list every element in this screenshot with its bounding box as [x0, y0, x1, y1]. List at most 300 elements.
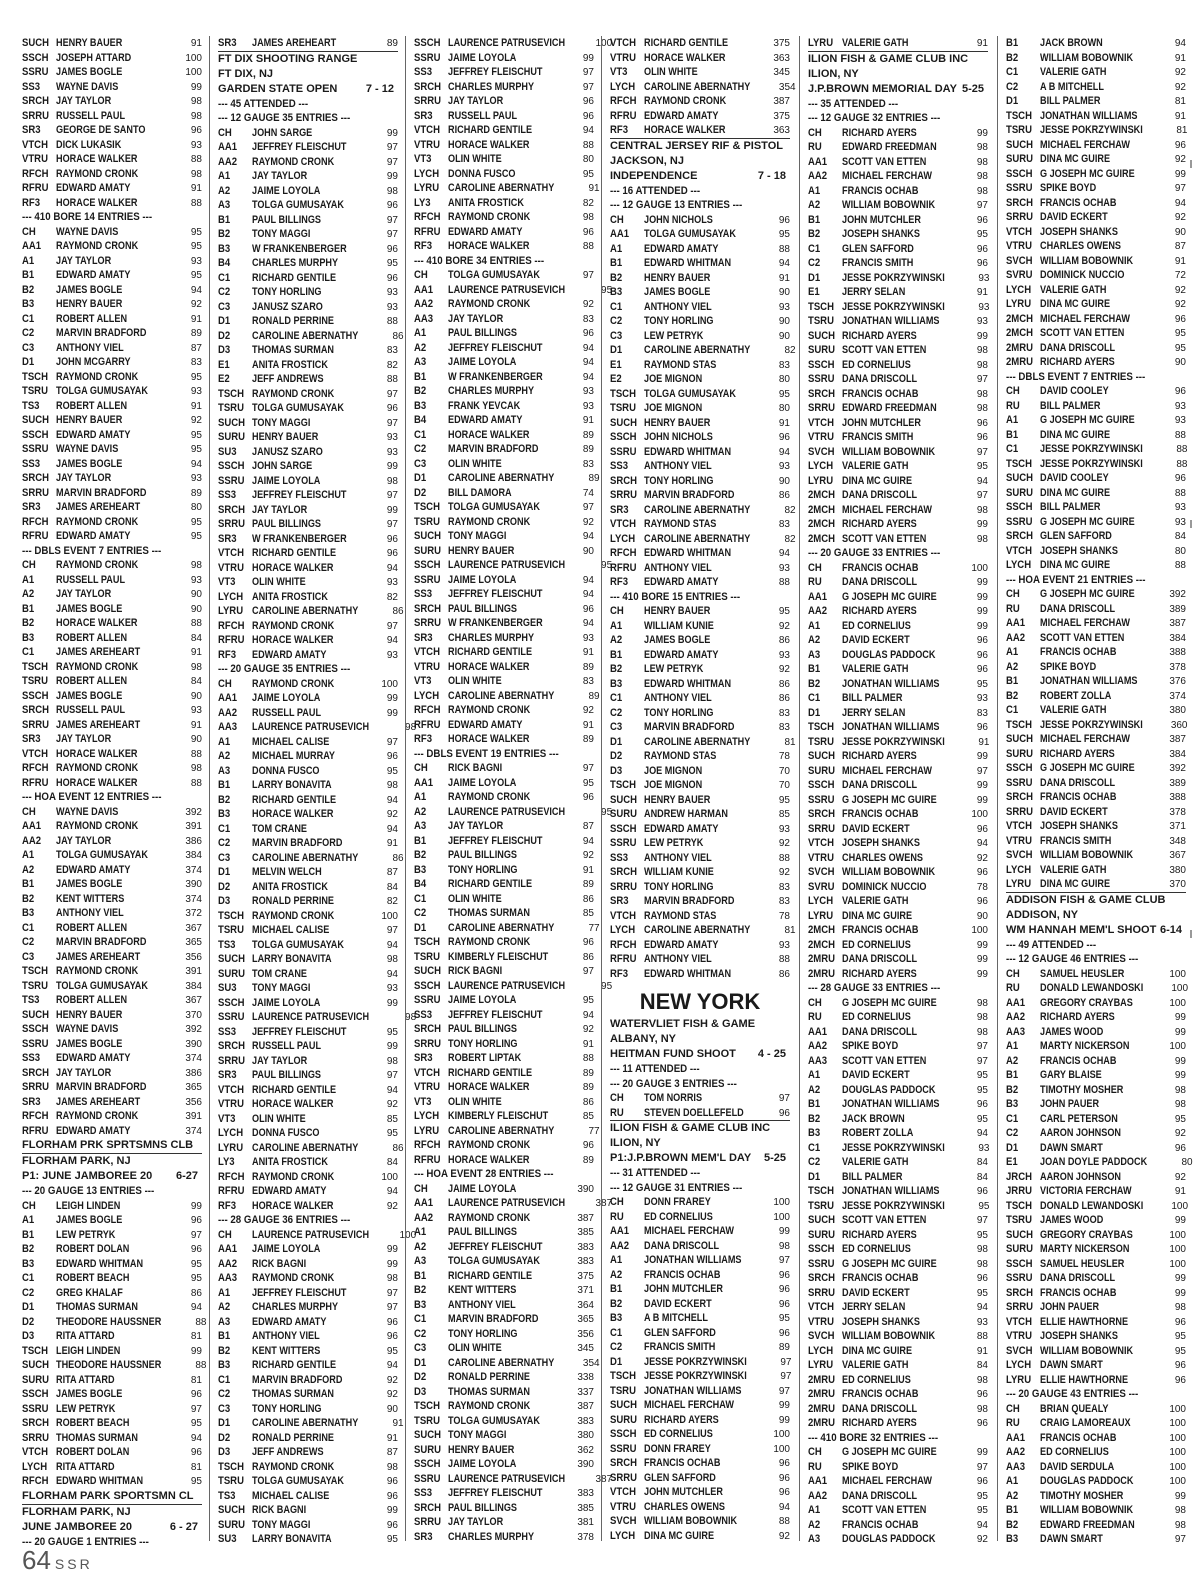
- event-code: AA2: [218, 155, 238, 168]
- shooter-name: MICHAEL CALISE: [252, 735, 330, 748]
- score: 96: [582, 937, 594, 948]
- event-code: SR3: [414, 1530, 433, 1543]
- shooter-name: FRANCIS OCHAB: [842, 808, 919, 820]
- result-row: [218, 169, 398, 184]
- score: 92: [778, 620, 790, 632]
- event-code: LYRU: [1006, 878, 1032, 890]
- result-row: [22, 341, 202, 356]
- event-code: TSRU: [808, 735, 834, 748]
- shooter-name: RAYMOND CRONK: [56, 370, 139, 383]
- score: 93: [978, 301, 990, 313]
- event-code: JRRU: [1006, 1185, 1032, 1197]
- page-footer: [22, 1545, 93, 1576]
- event-code: SUCH: [414, 965, 442, 977]
- result-row: [22, 1080, 202, 1095]
- shooter-name: RAYMOND CRONK: [56, 515, 139, 528]
- event-code: RFRU: [414, 225, 441, 238]
- result-row: [22, 428, 202, 443]
- score: 99: [976, 751, 988, 762]
- result-row: [414, 1051, 594, 1066]
- score: 96: [386, 533, 398, 545]
- score: 94: [976, 838, 988, 849]
- result-row: [414, 486, 594, 501]
- event-code: A2: [808, 1083, 821, 1096]
- result-row: [22, 1416, 202, 1431]
- shooter-name: HORACE WALKER: [448, 1081, 530, 1093]
- score: 370: [185, 1009, 202, 1021]
- event-code: VTCH: [808, 837, 834, 849]
- score: 384: [185, 980, 202, 992]
- result-row: [808, 155, 988, 170]
- score: 97: [1174, 183, 1186, 194]
- score: 86: [778, 678, 790, 690]
- score: 388: [1169, 647, 1186, 658]
- score: 96: [582, 328, 594, 339]
- event-code: TSCH: [218, 909, 244, 922]
- score: 372: [185, 908, 202, 919]
- event-code: SRRU: [22, 1081, 50, 1093]
- result-row: [414, 703, 594, 718]
- event-code: 2MCH: [808, 938, 836, 951]
- result-row: [22, 732, 202, 747]
- score: 100: [1169, 1229, 1186, 1241]
- shooter-name: RONALD PERRINE: [252, 315, 335, 327]
- event-code: SURU: [1006, 486, 1034, 499]
- result-row: [1006, 529, 1186, 544]
- event-code: E1: [1006, 1156, 1018, 1168]
- shooter-name: DINA MC GUIRE: [1040, 486, 1111, 499]
- shooter-name: TOLGA GUMUSAYAK: [252, 199, 344, 211]
- event-code: SRCH: [610, 1457, 638, 1469]
- score: 88: [1176, 444, 1188, 455]
- result-row: [1006, 1039, 1186, 1054]
- event-code: SRCH: [808, 1272, 836, 1284]
- event-code: SVCH: [610, 1515, 637, 1527]
- event-code: SURU: [218, 431, 246, 443]
- shooter-name: WILLIAM BOBOWNIK: [1040, 849, 1134, 861]
- score: 78: [778, 751, 790, 762]
- event-code: SUCH: [22, 1359, 50, 1371]
- event-code: A2: [1006, 660, 1019, 673]
- result-row: [218, 604, 404, 619]
- result-row: [808, 256, 988, 271]
- result-row: [610, 285, 790, 300]
- results-column: [808, 36, 990, 1545]
- event-code: B2: [808, 677, 821, 690]
- result-row: [414, 283, 613, 298]
- event-code: C1: [808, 1141, 821, 1154]
- event-code: SS3: [414, 66, 433, 78]
- shooter-name: HORACE WALKER: [56, 153, 138, 165]
- shooter-name: DONNA FUSCO: [448, 167, 516, 180]
- shooter-name: TOM CRANE: [252, 822, 308, 835]
- event-code: SVCH: [1006, 849, 1033, 861]
- shooter-name: JAMES BOGLE: [56, 283, 123, 296]
- event-code: RFRU: [610, 109, 637, 122]
- score: 378: [577, 1531, 594, 1543]
- result-row: [1006, 80, 1186, 95]
- score: 91: [190, 400, 202, 412]
- event-code: TSCH: [22, 370, 48, 383]
- result-row: [808, 184, 988, 199]
- event-code: D3: [218, 1446, 231, 1458]
- event-code: RFRU: [22, 530, 49, 542]
- event-code: SSCH: [414, 37, 441, 49]
- shooter-name: SCOTT VAN ETTEN: [842, 344, 927, 356]
- event-code: RFCH: [218, 619, 245, 632]
- result-row: [218, 1257, 398, 1272]
- result-row: [1006, 297, 1186, 312]
- event-code: 2MRU: [1006, 356, 1034, 368]
- result-row: [1006, 834, 1186, 849]
- score: 96: [976, 722, 988, 733]
- result-row: [610, 213, 790, 228]
- shooter-name: JOSEPH SHANKS: [1040, 225, 1118, 238]
- score: 96: [582, 1140, 594, 1151]
- score: 100: [1169, 1461, 1186, 1473]
- shooter-name: BILL DAMORA: [448, 486, 512, 499]
- score: 93: [386, 446, 398, 458]
- result-row: [808, 1358, 988, 1373]
- event-code: C3: [22, 341, 35, 354]
- result-row: [218, 996, 398, 1011]
- page-number: 64: [22, 1545, 51, 1575]
- score: 96: [976, 1186, 988, 1197]
- shooter-name: JAIME LOYOLA: [252, 692, 321, 704]
- event-code: AA1: [414, 283, 434, 296]
- score: 95: [190, 371, 202, 383]
- shooter-name: RICK BAGNI: [252, 1504, 307, 1516]
- shooter-name: OLIN WHITE: [252, 1112, 306, 1125]
- shooter-name: RUSSELL PAUL: [448, 109, 518, 122]
- result-row: [22, 297, 202, 312]
- score: 95: [1174, 1345, 1186, 1357]
- event-code: C1: [610, 300, 623, 313]
- result-row: [1006, 341, 1186, 356]
- event-code: CH: [22, 805, 36, 818]
- score: 97: [582, 763, 594, 774]
- event-code: C2: [610, 1341, 623, 1353]
- shooter-name: WAYNE DAVIS: [56, 1023, 119, 1035]
- result-row: [22, 36, 202, 51]
- shooter-name: JEFFREY FLEISCHUT: [252, 489, 347, 501]
- event-code: TSCH: [808, 300, 834, 313]
- shooter-name: DINA MC GUIRE: [644, 1529, 715, 1542]
- shooter-name: MICHAEL FERCHAW: [1040, 312, 1130, 325]
- shooter-name: RAYMOND CRONK: [56, 820, 139, 832]
- result-row: [22, 442, 202, 457]
- score: 95: [190, 531, 202, 542]
- result-row: [1006, 1518, 1186, 1533]
- shooter-name: HORACE WALKER: [56, 747, 138, 760]
- result-row: [610, 1369, 790, 1384]
- score: 94: [582, 125, 594, 136]
- result-row: [610, 51, 790, 66]
- result-row: [1006, 1286, 1186, 1301]
- shooter-name: DINA MC GUIRE: [1040, 298, 1111, 310]
- result-row: [22, 80, 202, 95]
- shooter-name: RUSSELL PAUL: [56, 109, 126, 122]
- score: 85: [582, 1111, 594, 1122]
- shooter-name: A B MITCHELL: [1040, 80, 1104, 93]
- result-row: [808, 1213, 988, 1228]
- shooter-name: THOMAS SURMAN: [56, 1301, 138, 1313]
- event-code: VTRU: [414, 1081, 440, 1093]
- shooter-name: LEW PETRYK: [644, 837, 704, 849]
- result-row: [610, 1282, 790, 1297]
- shooter-name: ED CORNELIUS: [842, 1373, 911, 1386]
- shooter-name: LEW PETRYK: [56, 1228, 116, 1241]
- shooter-name: JACK BROWN: [1040, 37, 1103, 49]
- result-row: [22, 312, 202, 327]
- result-row: [610, 662, 790, 677]
- result-row: [1006, 1184, 1186, 1199]
- event-code: TSRU: [414, 1414, 440, 1427]
- score: 88: [778, 243, 790, 255]
- event-code: C2: [218, 286, 231, 298]
- score: 95: [976, 1229, 988, 1241]
- shoot-title: [610, 1047, 790, 1062]
- shooter-name: RICHARD GENTILE: [252, 1359, 337, 1371]
- result-row: [414, 1457, 594, 1472]
- score: 391: [185, 821, 202, 832]
- score: 84: [976, 1157, 988, 1168]
- result-row: [808, 488, 988, 503]
- score: 80: [190, 502, 202, 513]
- shooter-name: JAY TAYLOR: [56, 1066, 112, 1079]
- result-row: [610, 488, 790, 503]
- shooter-name: JAIME LOYOLA: [252, 184, 321, 197]
- result-row: [1006, 413, 1186, 428]
- shoot-date: 6 - 27: [169, 1520, 198, 1533]
- shoot-title: [22, 1169, 202, 1184]
- event-code: C2: [414, 443, 427, 455]
- result-row: [610, 1340, 790, 1355]
- score: 92: [582, 516, 594, 528]
- event-code: D1: [414, 921, 427, 934]
- score: 99: [976, 577, 988, 588]
- shooter-name: RICHARD GENTILE: [448, 1269, 533, 1282]
- event-code: A1: [808, 619, 821, 632]
- event-code: B1: [218, 1330, 231, 1342]
- event-code: B1: [22, 1228, 35, 1241]
- score: 94: [190, 1432, 202, 1444]
- score: 98: [190, 168, 202, 180]
- event-code: A1: [610, 1254, 623, 1266]
- event-code: C2: [610, 706, 623, 719]
- event-code: VTCH: [610, 909, 636, 922]
- score: 80: [778, 403, 790, 414]
- result-row: [610, 851, 790, 866]
- shooter-name: LARRY BONAVITA: [252, 953, 332, 965]
- event-code: RFCH: [610, 547, 637, 559]
- shooter-name: JOSEPH SHANKS: [1040, 544, 1118, 557]
- result-row: [218, 1155, 398, 1170]
- score: 376: [1169, 676, 1186, 687]
- event-code: A2: [414, 1240, 427, 1253]
- result-row: [1006, 457, 1186, 472]
- score: 89: [582, 444, 594, 455]
- score: 356: [185, 1096, 202, 1108]
- event-code: SSRU: [22, 1402, 49, 1415]
- shooter-name: TONY MAGGI: [448, 530, 507, 542]
- event-code: SSRU: [808, 793, 835, 806]
- event-code: C2: [22, 1286, 35, 1299]
- event-header: --- 12 GAUGE 31 ENTRIES ---: [610, 1181, 743, 1194]
- score: 83: [778, 707, 790, 719]
- score: 97: [778, 1093, 790, 1104]
- score: 94: [976, 1519, 988, 1531]
- event-code: AA2: [808, 1489, 828, 1502]
- score: 98: [976, 533, 988, 545]
- result-row: [610, 778, 790, 793]
- result-row: [414, 123, 594, 138]
- event-code: SURU: [414, 544, 442, 557]
- shooter-name: JONATHAN WILLIAMS: [842, 677, 940, 690]
- shooter-name: EDWARD AMATY: [644, 576, 719, 588]
- result-row: [1006, 51, 1186, 66]
- result-row: [1006, 65, 1186, 80]
- score: 83: [778, 896, 790, 907]
- score: 97: [386, 925, 398, 936]
- result-row: [808, 1489, 988, 1504]
- score: 98: [976, 1012, 988, 1023]
- result-row: [808, 503, 988, 518]
- score: 381: [577, 1517, 594, 1528]
- result-row: [1006, 36, 1186, 51]
- event-code: AA3: [808, 1054, 828, 1067]
- event-code: C3: [22, 950, 35, 963]
- result-row: [610, 532, 796, 547]
- shooter-name: EDWARD AMATY: [56, 1052, 131, 1064]
- result-row: [414, 1327, 594, 1342]
- shooter-name: MICHAEL FERCHAW: [842, 1475, 932, 1487]
- event-code: CH: [22, 1199, 36, 1212]
- result-row: [414, 1298, 594, 1313]
- score: 93: [190, 139, 202, 151]
- result-row: [414, 1037, 594, 1052]
- score: 91: [588, 183, 600, 194]
- score: 99: [1174, 1273, 1186, 1284]
- shooter-name: HORACE WALKER: [644, 51, 726, 64]
- result-row: [1006, 500, 1186, 515]
- event-code: SS3: [610, 851, 629, 864]
- result-row: [610, 1326, 790, 1341]
- result-row: [808, 1402, 988, 1417]
- result-row: [218, 1025, 398, 1040]
- score: 88: [190, 748, 202, 760]
- score: 91: [190, 719, 202, 731]
- result-row: [218, 1373, 398, 1388]
- score: 92: [1174, 284, 1186, 296]
- shooter-name: BILL PALMER: [842, 1170, 903, 1183]
- score: 97: [778, 1255, 790, 1266]
- shooter-name: ANTHONY VIEL: [644, 953, 712, 965]
- event-code: SUCH: [218, 953, 246, 965]
- result-row: [218, 807, 398, 822]
- result-row: [1006, 210, 1186, 225]
- result-row: [808, 474, 988, 489]
- result-row: [218, 1242, 398, 1257]
- score: 99: [1174, 1055, 1186, 1067]
- score: 95: [778, 1313, 790, 1324]
- event-code: B3: [610, 1312, 623, 1324]
- result-row: [218, 445, 398, 460]
- event-code: 2MCH: [808, 532, 836, 545]
- shooter-name: HENRY BAUER: [56, 1008, 123, 1021]
- score: 97: [1174, 1534, 1186, 1545]
- event-code: VT3: [414, 675, 432, 687]
- shooter-name: THOMAS SURMAN: [448, 907, 530, 919]
- shooter-name: EDWARD AMATY: [252, 1315, 327, 1328]
- shooter-name: DANA DRISCOLL: [842, 373, 918, 385]
- event-code: RF3: [218, 648, 237, 661]
- shooter-name: THOMAS SURMAN: [56, 1431, 138, 1444]
- shooter-name: WILLIAM KUNIE: [644, 619, 714, 632]
- shoot-title: [1006, 923, 1186, 938]
- score: 80: [778, 374, 790, 385]
- score: 96: [582, 792, 594, 803]
- score: 94: [386, 1084, 398, 1096]
- event-code: CH: [808, 1446, 822, 1458]
- event-code: RU: [1006, 602, 1020, 615]
- result-row: [22, 1199, 202, 1214]
- shooter-name: CAROLINE ABERNATHY: [252, 1417, 359, 1429]
- result-row: [610, 314, 790, 329]
- result-row: [218, 691, 398, 706]
- shooter-name: JOHN NICHOLS: [644, 213, 713, 226]
- score: 96: [976, 417, 988, 429]
- score: 100: [1169, 968, 1186, 980]
- shooter-name: TONY HORLING: [448, 1037, 518, 1050]
- shooter-name: ROBERT ALLEN: [56, 994, 128, 1006]
- event-code: TSCH: [414, 936, 440, 948]
- event-code: SRRU: [610, 1471, 638, 1484]
- event-code: SRCH: [808, 808, 836, 820]
- column-divider: [799, 36, 800, 1541]
- score: 94: [582, 531, 594, 542]
- score: 98: [582, 212, 594, 223]
- result-row: [22, 747, 202, 762]
- score: 96: [582, 110, 594, 122]
- score: 383: [577, 1256, 594, 1267]
- shooter-name: DOUGLAS PADDOCK: [842, 648, 936, 661]
- score: 356: [185, 951, 202, 963]
- event-code: A2: [808, 199, 821, 211]
- result-row: [1006, 181, 1186, 196]
- event-header: --- 12 GAUGE 32 ENTRIES ---: [808, 112, 941, 124]
- result-row: [1006, 819, 1186, 834]
- event-code: SVCH: [1006, 1344, 1033, 1357]
- score: 83: [778, 881, 790, 893]
- event-code: B3: [610, 677, 623, 690]
- shooter-name: EDWARD FREEDMAN: [842, 141, 937, 153]
- result-row: [218, 720, 417, 735]
- result-row: [610, 109, 790, 124]
- event-code: 2MRU: [808, 967, 836, 980]
- shooter-name: TOLGA GUMUSAYAK: [644, 387, 736, 400]
- shoot-title: [808, 82, 988, 97]
- event-code: A2: [610, 634, 623, 646]
- result-row: [610, 633, 790, 648]
- shooter-name: HORACE WALKER: [448, 240, 530, 252]
- score: 92: [1174, 67, 1186, 78]
- shooter-name: MARVIN BRADFORD: [448, 443, 539, 455]
- event-code: SSCH: [1006, 1257, 1033, 1270]
- event-code: TSCH: [610, 779, 636, 791]
- score: 96: [386, 1316, 398, 1328]
- result-row: [414, 1124, 600, 1139]
